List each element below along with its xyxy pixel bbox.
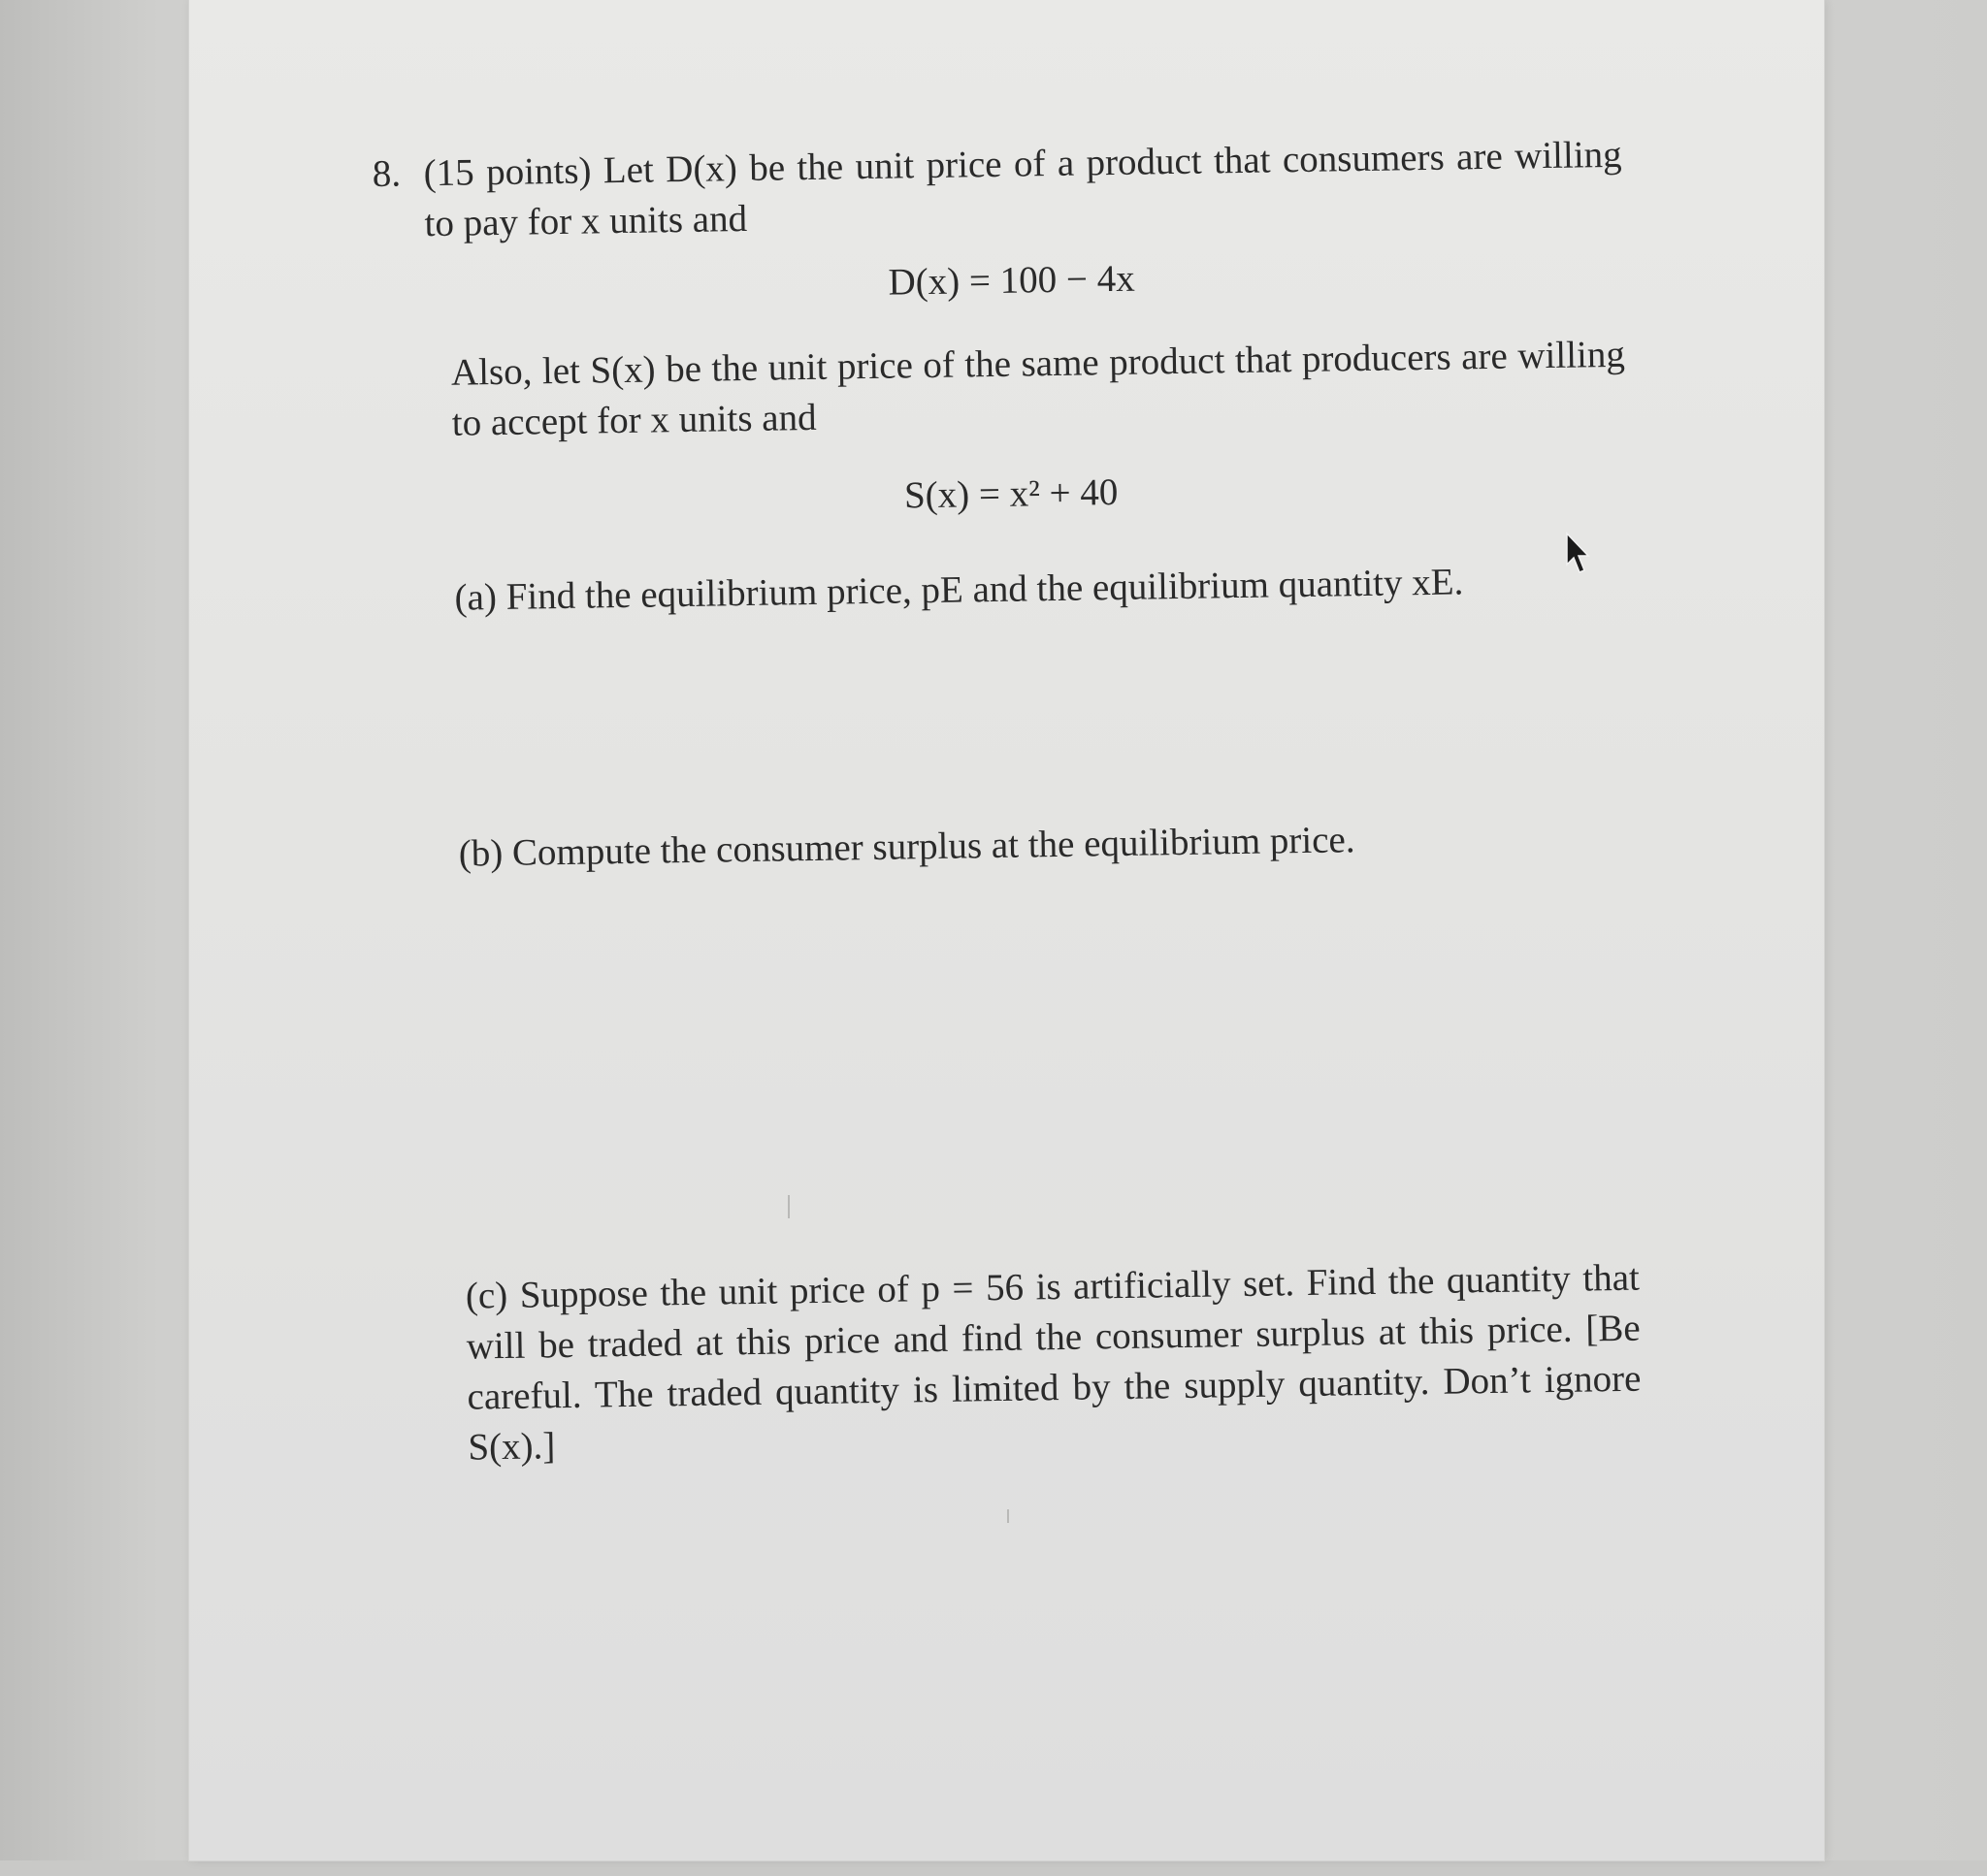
part-b-question: (b) Compute the consumer surplus at the equilibrium price. (458, 819, 1355, 875)
problem-intro-text: (15 points) Let D(x) be the unit price of a product that consumers are willing to pay for x units and (423, 133, 1622, 245)
demand-equation: D(x) = 100 − 4x (888, 257, 1136, 304)
paper-mark (1007, 1509, 1009, 1523)
part-c-question: (c) Suppose the unit price of p = 56 is artificially set. Find the quantity that will be traded at this price and find the consumer surplus at this price. [Be careful. The traded quantity is limited by the supply quantity. Don’t ignore S(x).] (465, 1256, 1642, 1469)
part-a-question: (a) Find the equilibrium price, pE and the equilibrium quantity xE. (454, 561, 1464, 619)
paper-mark (788, 1195, 790, 1218)
arrow-pointer-icon (1564, 532, 1593, 576)
supply-equation: S(x) = x² + 40 (903, 470, 1119, 517)
problem-number: 8. (372, 152, 402, 195)
problem-intro (423, 130, 1622, 249)
supply-intro: Also, let S(x) be the unit price of the same product that producers are willing to accept for x units and (450, 333, 1626, 444)
